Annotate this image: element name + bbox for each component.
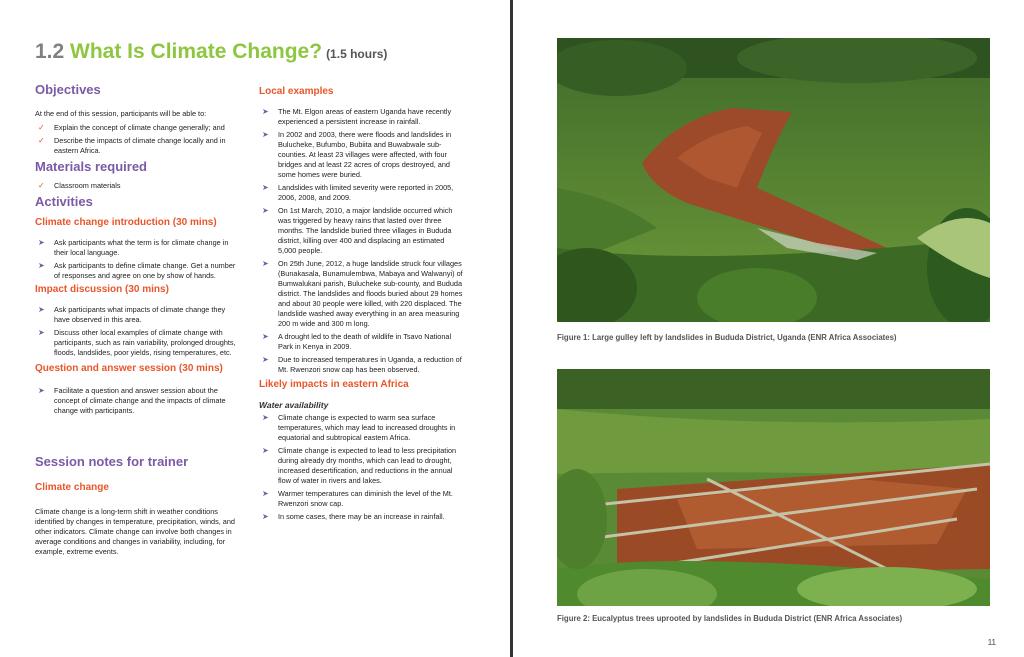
impact-activity-heading: Impact discussion (30 mins) — [35, 284, 169, 295]
arrow-icon: ➤ — [262, 206, 269, 215]
list-item: ➤ The Mt. Elgon areas of eastern Uganda have recently experienced a persistent increase in rainfall. — [262, 107, 452, 126]
section-number: 1.2 — [35, 40, 71, 63]
arrow-icon: ➤ — [262, 446, 269, 455]
arrow-icon: ➤ — [262, 489, 269, 498]
list-item: ➤ Warmer temperatures can diminish the level of the Mt. Rwenzori snow cap. — [262, 489, 453, 508]
arrow-icon: ➤ — [38, 305, 45, 314]
left-page — [0, 0, 510, 657]
arrow-icon: ➤ — [38, 386, 45, 395]
materials-list — [35, 181, 240, 191]
intro-activity-heading: Climate change introduction (30 mins) — [35, 217, 217, 228]
list-item: ➤ Facilitate a question and answer session about the concept of climate change and the impacts of climate change with participants. — [38, 386, 226, 415]
check-icon: ✓ — [38, 136, 45, 145]
arrow-icon: ➤ — [262, 413, 269, 422]
list-item: ➤ A drought led to the death of wildlife in Tsavo National Park in Kenya in 2009. — [262, 332, 452, 351]
list-item: ✓ Describe the impacts of climate change locally and in eastern Africa. — [38, 136, 226, 155]
arrow-icon: ➤ — [262, 355, 269, 364]
arrow-icon: ➤ — [262, 130, 269, 139]
climate-change-definition: Climate change is a long-term shift in weather conditions identified by changes in temperature, precipitation, winds, and other indicators. Climate change can involve both changes in average conditions and changes in variability, including, for example, extreme events. — [35, 507, 235, 556]
list-item: ➤ Due to increased temperatures in Uganda, a reduction of Mt. Rwenzori snow cap has been observed. — [262, 355, 462, 374]
list-item: ➤ Discuss other local examples of climate change with participants, such as rain variability, prolonged droughts, floods, landslides, poor yields, rising temperatures, etc. — [38, 328, 236, 357]
arrow-icon: ➤ — [262, 259, 269, 268]
list-item: ➤ Climate change is expected to lead to less precipitation during already dry months, which can lead to drought, increased desertification, and reductions in the annual flow of water in rivers and lakes. — [262, 446, 457, 485]
arrow-icon: ➤ — [38, 238, 45, 247]
section-title — [35, 40, 387, 64]
list-item: ➤ Landslides with limited severity were reported in 2005, 2006, 2008, and 2009. — [262, 183, 454, 202]
arrow-icon: ➤ — [262, 107, 269, 116]
climate-change-subheading: Climate change — [35, 482, 109, 493]
arrow-icon: ➤ — [262, 332, 269, 341]
session-notes-heading: Session notes for trainer — [35, 454, 189, 469]
arrow-icon: ➤ — [38, 261, 45, 270]
list-item: ➤ On 25th June, 2012, a huge landslide struck four villages (Bunakasala, Bunamulembwa, Mabaya and Walwanyi) of Bumwalukani parish, Bulucheke sub-county, and Bududa district. The landslides and floods buried about 29 homes and about 30 people were killed, with 220 displaced. The landslide washed away everything in an area measuring 200 m wide and 300 m long. — [262, 259, 463, 328]
list-item: ➤ Ask participants what the term is for climate change in their local language. — [38, 238, 229, 257]
activities-heading: Activities — [35, 194, 93, 209]
likely-impacts-heading: Likely impacts in eastern Africa — [259, 379, 409, 390]
impact-activity-list — [35, 305, 240, 358]
list-item: ✓ Classroom materials — [38, 181, 121, 190]
objectives-heading: Objectives — [35, 82, 101, 97]
list-item: ➤ In some cases, there may be an increase in rainfall. — [262, 512, 445, 521]
materials-heading: Materials required — [35, 159, 147, 174]
left-column — [35, 82, 240, 557]
arrow-icon: ➤ — [262, 512, 269, 521]
section-title-text: What Is Climate Change? — [70, 40, 323, 63]
list-item: ➤ On 1st March, 2010, a major landslide occurred which was triggered by heavy rains that lasted over three months. The landslide buried three villages in Bududa district, killing over 400 and displacing an estimated 5,000 people. — [262, 206, 453, 255]
objectives-list — [35, 123, 240, 156]
page-number: 11 — [987, 638, 996, 647]
check-icon: ✓ — [38, 123, 45, 132]
list-item: ➤ Climate change is expected to warm sea surface temperatures, which may lead to increased droughts in equatorial and subtropical eastern Africa. — [262, 413, 456, 442]
landslide-gulley-photo — [557, 38, 990, 322]
local-examples-list — [259, 107, 464, 375]
uprooted-trees-photo — [557, 369, 990, 606]
right-page — [513, 0, 1024, 657]
water-availability-heading: Water availability — [259, 400, 329, 410]
list-item: ➤ Ask participants what impacts of climate change they have observed in this area. — [38, 305, 226, 324]
objectives-intro: At the end of this session, participants will be able to: — [35, 109, 207, 118]
arrow-icon: ➤ — [38, 328, 45, 337]
likely-impacts-list — [259, 413, 464, 522]
list-item: ➤ Ask participants to define climate change. Get a number of responses and agree on one by show of hands. — [38, 261, 236, 280]
section-duration: (1.5 hours) — [326, 47, 388, 61]
arrow-icon: ➤ — [262, 183, 269, 192]
check-icon: ✓ — [38, 181, 45, 190]
figure-1-caption: Figure 1: Large gulley left by landslides in Bududa District, Uganda (ENR Africa Associates) — [557, 333, 897, 342]
middle-column — [259, 86, 464, 525]
list-item: ➤ In 2002 and 2003, there were floods and landslides in Bulucheke, Bufumbo, Bubiita and Buwabwale sub-counties. At least 23 villages were affected, with four bridges and at least 22 acres of crops destroyed, and some homes were buried. — [262, 130, 452, 179]
list-item: ✓ Explain the concept of climate change generally; and — [38, 123, 225, 132]
figure-2-caption: Figure 2: Eucalyptus trees uprooted by landslides in Bududa District (ENR Africa Associates) — [557, 614, 903, 623]
local-examples-heading: Local examples — [259, 86, 334, 97]
qa-activity-list — [35, 386, 240, 416]
qa-activity-heading: Question and answer session (30 mins) — [35, 363, 223, 374]
intro-activity-list — [35, 238, 240, 281]
